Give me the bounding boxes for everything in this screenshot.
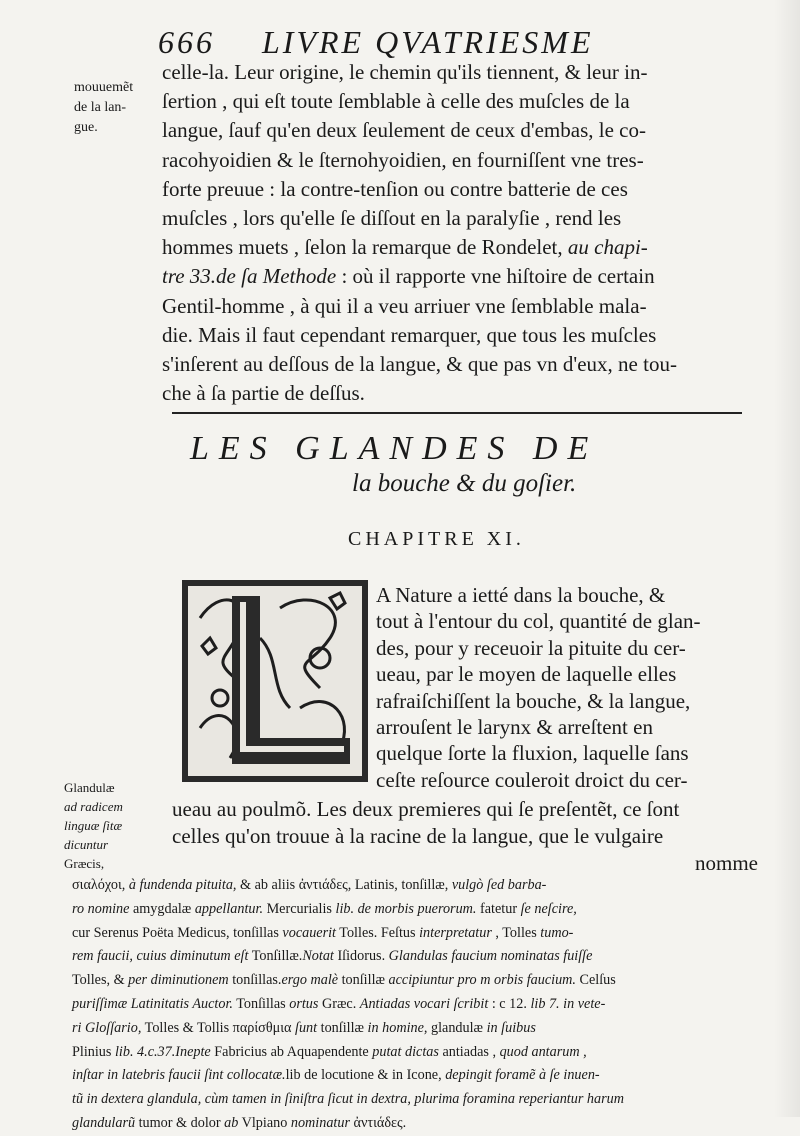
note-line: [72, 874, 762, 898]
note-line: [72, 922, 762, 946]
margin-note-line: Glandulæ: [64, 780, 115, 795]
note-span: ab: [224, 1114, 239, 1131]
paragraph-chapter-full: [172, 796, 758, 877]
note-span: depingit foramẽ à ſe inuen-: [445, 1067, 600, 1084]
note-span: ſunt: [291, 1019, 318, 1036]
text-line: ueau, par le moyen de laquelle elles: [376, 662, 677, 687]
page-number: 666: [158, 24, 215, 60]
note-span: tonſillas.: [228, 972, 282, 989]
text-line: nomme: [695, 851, 758, 875]
chapter-heading: CHAPITRE XI.: [348, 528, 525, 550]
text-line: celle-la. Leur origine, le chemin qu'ils tiennent, & leur in-: [162, 60, 648, 84]
margin-note-line: Græcis,: [64, 856, 105, 871]
note-span: vulgò ſed barba-: [451, 877, 547, 893]
note-span: Tolles & Tollis: [141, 1019, 233, 1036]
note-span: appellantur.: [194, 900, 264, 917]
citation-span: tre 33.de ſa Methode: [162, 264, 337, 289]
note-span: Tolles. Feſtus: [336, 924, 420, 941]
note-line: [72, 898, 762, 922]
section-title: LES GLANDES DE: [190, 430, 599, 467]
margin-note-line: dicuntur: [64, 837, 109, 852]
note-span: Glandulas faucium nominatas fuiſſe: [388, 948, 593, 965]
note-span: , à fundenda pituita,: [121, 877, 241, 893]
note-span: accipiuntur pro m orbis faucium.: [388, 972, 576, 989]
note-span: Græc.: [318, 995, 360, 1012]
greek-term: σιαλόχοι: [72, 877, 122, 893]
text-line: celles qu'on trouue à la racine de la langue, que le vulgaire: [172, 824, 664, 848]
text-line: langue, ſauf qu'en deux ſeulement de ceux d'embas, le co-: [162, 118, 646, 143]
note-span: fatetur: [476, 900, 521, 917]
greek-term: παρίσθμια: [232, 1019, 292, 1036]
text-line: che à ſa partie de deſſus.: [162, 381, 365, 406]
decorated-initial-icon: [80, 478, 370, 784]
initial-letter: L: [80, 478, 81, 479]
note-span: puriſſimæ Latinitatis Auctor.: [72, 995, 233, 1012]
note-span: tonſillæ: [317, 1019, 368, 1036]
text-line: tout à l'entour du col, quantité de glan-: [376, 609, 701, 634]
text-line: [162, 233, 752, 262]
note-span: ſe neſcire,: [520, 900, 577, 917]
text-line: des, pour y receuoir la pituite du cer-: [376, 635, 686, 660]
text-line: ueau au poulmõ. Les deux premieres qui ſe preſentẽt, ce ſont: [172, 797, 680, 821]
note-line: [72, 945, 762, 969]
note-span: Iſidorus.: [333, 948, 389, 965]
note-span: Tonſillas: [232, 995, 290, 1012]
section-divider: [172, 412, 742, 414]
text-line: ſertion , qui eſt toute ſemblable à celle des muſcles de la: [162, 89, 630, 114]
note-span: lib. 4.c.37.Inepte: [114, 1043, 211, 1060]
note-span: tumo-: [540, 924, 574, 941]
text-line: ceſte reſource couleroit droict du cer-: [376, 767, 688, 792]
margin-note-line: de la lan-: [74, 100, 127, 115]
note-line: [72, 1112, 762, 1136]
text-line: muſcles , lors qu'elle ſe diſſout en la paralyſie , rend les: [162, 206, 622, 231]
note-line: [72, 969, 762, 993]
note-span: rem faucii, cuius diminutum eſt: [72, 948, 249, 965]
note-span: cur Serenus Poëta Medicus, tonſillas: [72, 924, 283, 941]
margin-note-top: [74, 78, 156, 138]
note-span: antiadas ,: [438, 1043, 500, 1060]
note-span: Plinius: [72, 1043, 115, 1060]
page-edge-shadow: [774, 0, 800, 1117]
note-line: [72, 1041, 762, 1065]
note-span: ri Gloſſario,: [72, 1019, 142, 1036]
note-line: [72, 1017, 762, 1041]
note-span: amygdalæ: [129, 900, 195, 917]
note-line: [72, 993, 762, 1017]
note-span: : c 12.: [488, 995, 531, 1012]
note-span: lib 7. in vete-: [530, 995, 606, 1012]
note-span: Antiadas vocari ſcribit: [359, 995, 489, 1012]
text-span: hommes muets , ſelon la remarque de Rondelet,: [162, 235, 568, 260]
note-span: Vlpiano: [238, 1114, 291, 1131]
citation-span: au chapi-: [567, 235, 648, 260]
note-span: Mercurialis: [263, 900, 336, 917]
note-span: Fabricius ab Aquapendente: [210, 1043, 373, 1060]
note-span: Notat: [302, 948, 334, 965]
paragraph-chapter-right: [376, 582, 756, 793]
note-span: lib. de morbis puerorum.: [335, 900, 477, 917]
footnotes-block: [72, 874, 762, 1136]
text-span: : où il rapporte vne hiſtoire de certain: [336, 264, 655, 289]
note-line: tũ in dextera glandula, cùm tamen in ſiniſtra ſicut in dextra, plurima foramina reperiantur harum: [72, 1091, 624, 1108]
text-line: [162, 262, 752, 291]
text-line: arrouſent le larynx & arreſtent en: [376, 715, 653, 740]
note-span: per diminutionem: [128, 972, 229, 989]
section-subtitle: la bouche & du goſier.: [352, 470, 577, 497]
margin-note-glandulae: [64, 778, 164, 873]
note-span: tonſillæ: [338, 972, 389, 989]
note-span: glandularũ: [72, 1114, 136, 1131]
note-span: , Tolles: [491, 924, 541, 941]
margin-note-line: gue.: [74, 120, 98, 135]
note-span: in ſuibus: [486, 1019, 536, 1036]
note-span: quod antarum ,: [499, 1043, 587, 1060]
note-span: Tolles, &: [72, 972, 129, 989]
margin-note-line: linguæ ſitæ: [64, 818, 123, 833]
note-span: ortus: [289, 995, 319, 1012]
note-span: vocauerit: [282, 924, 336, 941]
note-span: & ab aliis: [240, 877, 299, 893]
note-span: ro nomine: [72, 900, 130, 917]
text-line: racohyoidien & le ſternohyoidien, en fourniſſent vne tres-: [162, 147, 644, 172]
greek-term: ἀντιάδες.: [349, 1114, 407, 1131]
text-line: forte preuue : la contre-tenſion ou contre batterie de ces: [162, 176, 628, 201]
note-span: Celſus: [575, 972, 616, 989]
margin-note-line: ad radicem: [64, 799, 123, 814]
note-span: nominatur: [290, 1114, 350, 1131]
note-span: Tonſillæ.: [248, 948, 303, 965]
text-line: rafraiſchiſſent la bouche, & la langue,: [376, 688, 691, 713]
note-span: , Latinis, tonſillæ,: [347, 877, 452, 893]
note-span: glandulæ: [427, 1019, 487, 1036]
note-span: lib de locutione & in Icone,: [285, 1067, 446, 1084]
text-line: quelque ſorte la fluxion, laquelle ſans: [376, 741, 689, 766]
note-span: in homine,: [367, 1019, 428, 1036]
note-span: inſtar in latebris faucii ſint collocatæ.: [72, 1067, 286, 1084]
text-line: Gentil-homme , à qui il a veu arriuer vne ſemblable mala-: [162, 293, 647, 318]
paragraph-top: [162, 58, 752, 408]
note-span: tumor & dolor: [135, 1114, 225, 1131]
greek-term: ἀντιάδες: [298, 877, 348, 893]
running-title: LIVRE QVATRIESME: [262, 24, 594, 60]
note-span: ergo malè: [281, 972, 339, 989]
text-line: A Nature a ietté dans la bouche, &: [376, 583, 666, 607]
text-line: s'inſerent au deſſous de la langue, & que pas vn d'eux, ne tou-: [162, 352, 677, 377]
margin-note-line: mouuemẽt: [74, 80, 134, 95]
note-span: interpretatur: [419, 924, 492, 941]
note-span: putat dictas: [372, 1043, 439, 1060]
note-line: [72, 1064, 762, 1088]
text-line: die. Mais il faut cependant remarquer, que tous les muſcles: [162, 322, 657, 347]
